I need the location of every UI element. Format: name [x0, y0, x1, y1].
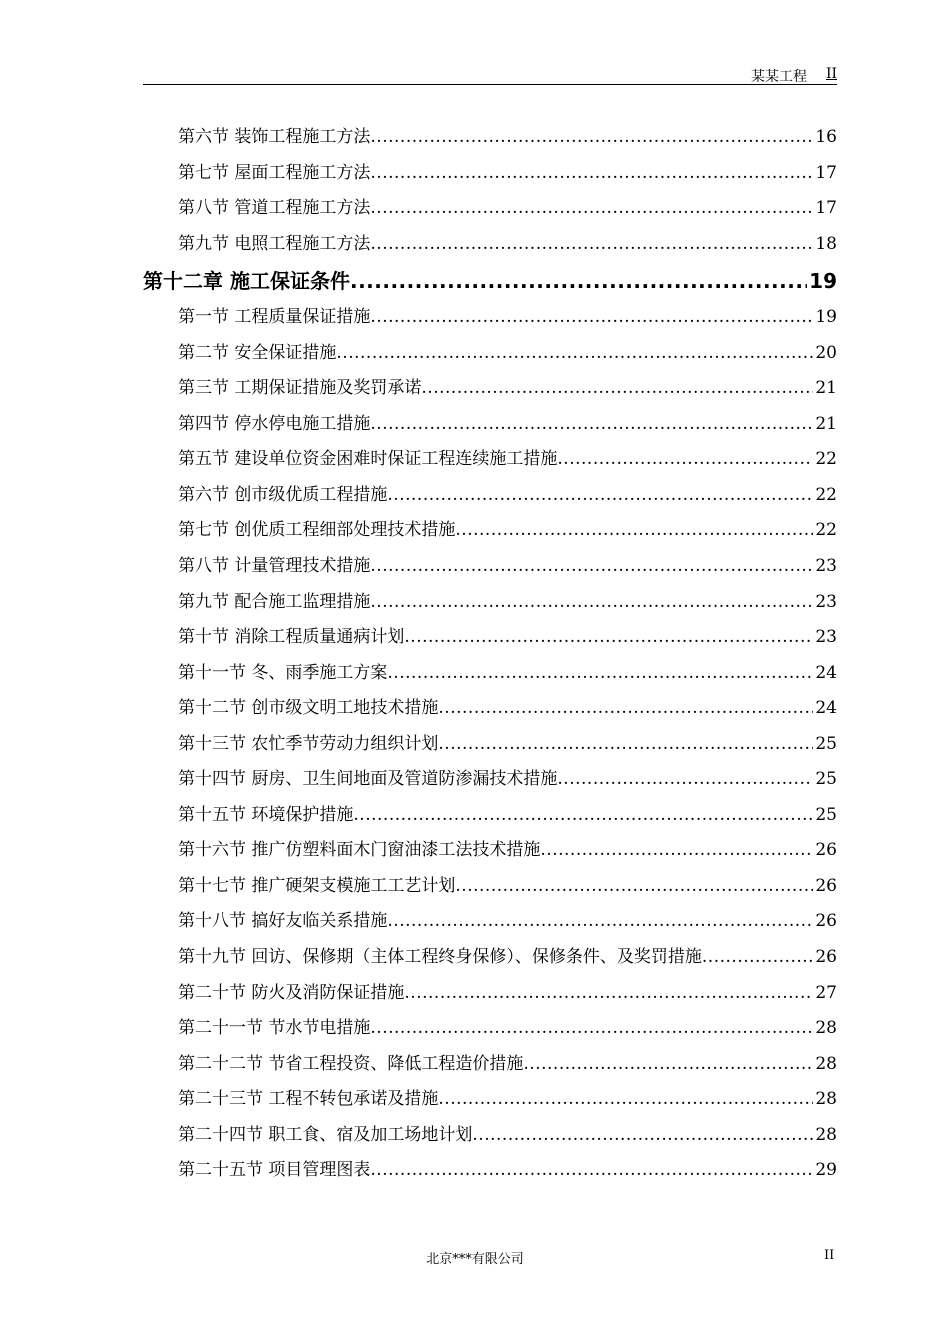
toc-entry-page: 17: [815, 198, 837, 219]
toc-entry-page: 25: [815, 769, 837, 790]
toc-section-entry[interactable]: [143, 1118, 837, 1154]
toc-section-entry[interactable]: [143, 869, 837, 905]
toc-chapter-entry[interactable]: [143, 262, 837, 300]
toc-entry-page: 21: [815, 413, 837, 434]
toc-dot-leader: [540, 833, 813, 869]
toc-entry-page: 23: [815, 627, 837, 648]
toc-section-entry[interactable]: [143, 904, 837, 940]
toc-dot-leader: [387, 656, 813, 692]
toc-entry-label: 第二十三节 工程不转包承诺及措施: [178, 1089, 439, 1110]
toc-section-entry[interactable]: [143, 120, 837, 156]
toc-dot-leader: [370, 227, 813, 263]
toc-entry-page: 25: [815, 804, 837, 825]
toc-dot-leader: [523, 1047, 813, 1083]
toc-dot-leader: [438, 691, 813, 727]
toc-entry-page: 28: [815, 1018, 837, 1039]
toc-entry-label: 第二十一节 节水节电措施: [178, 1018, 371, 1039]
toc-dot-leader: [438, 727, 813, 763]
toc-entry-label: 第四节 停水停电施工措施: [178, 413, 371, 434]
toc-entry-page: 20: [815, 342, 837, 363]
toc-entry-page: 24: [815, 698, 837, 719]
toc-entry-page: 24: [815, 662, 837, 683]
toc-entry-label: 第七节 创优质工程细部处理技术措施: [178, 520, 456, 541]
toc-dot-leader: [350, 262, 807, 300]
toc-dot-leader: [557, 762, 813, 798]
toc-dot-leader: [370, 1153, 813, 1189]
toc-entry-label: 第十三节 农忙季节劳动力组织计划: [178, 733, 439, 754]
toc-section-entry[interactable]: [143, 300, 837, 336]
toc-entry-label: 第十一节 冬、雨季施工方案: [178, 662, 388, 683]
footer-page-number: II: [824, 1248, 835, 1263]
toc-entry-label: 第七节 屋面工程施工方法: [178, 162, 371, 183]
toc-entry-page: 23: [815, 556, 837, 577]
toc-section-entry[interactable]: [143, 442, 837, 478]
toc-entry-page: 26: [815, 911, 837, 932]
toc-section-entry[interactable]: [143, 336, 837, 372]
toc-section-entry[interactable]: [143, 656, 837, 692]
toc-entry-page: 19: [809, 269, 837, 294]
toc-section-entry[interactable]: [143, 227, 837, 263]
toc-section-entry[interactable]: [143, 1011, 837, 1047]
toc-dot-leader: [702, 940, 813, 976]
toc-entry-label: 第十二章 施工保证条件: [143, 269, 350, 294]
toc-section-entry[interactable]: [143, 798, 837, 834]
toc-section-entry[interactable]: [143, 940, 837, 976]
toc-section-entry[interactable]: [143, 156, 837, 192]
toc-dot-leader: [557, 442, 813, 478]
toc-entry-label: 第十七节 推广硬架支模施工工艺计划: [178, 875, 456, 896]
toc-entry-page: 17: [815, 162, 837, 183]
header-title: 某某工程: [751, 69, 807, 85]
toc-dot-leader: [370, 191, 813, 227]
toc-entry-page: 29: [815, 1160, 837, 1181]
toc-dot-leader: [387, 904, 813, 940]
toc-entry-label: 第八节 计量管理技术措施: [178, 556, 371, 577]
toc-entry-page: 22: [815, 520, 837, 541]
toc-section-entry[interactable]: [143, 976, 837, 1012]
toc-entry-page: 22: [815, 449, 837, 470]
toc-dot-leader: [353, 798, 813, 834]
toc-entry-page: 23: [815, 591, 837, 612]
toc-entry-label: 第二十五节 项目管理图表: [178, 1160, 371, 1181]
toc-entry-label: 第十九节 回访、保修期（主体工程终身保修）、保修条件、及奖罚措施: [178, 947, 702, 968]
toc-section-entry[interactable]: [143, 833, 837, 869]
toc-entry-label: 第二十四节 职工食、宿及加工场地计划: [178, 1124, 473, 1145]
toc-entry-page: 19: [815, 307, 837, 328]
toc-dot-leader: [370, 407, 813, 443]
toc-dot-leader: [370, 120, 813, 156]
toc-dot-leader: [404, 976, 813, 1012]
toc-entry-label: 第五节 建设单位资金困难时保证工程连续施工措施: [178, 449, 558, 470]
toc-entry-page: 26: [815, 840, 837, 861]
toc-section-entry[interactable]: [143, 691, 837, 727]
toc-entry-page: 18: [815, 233, 837, 254]
toc-entry-label: 第六节 创市级优质工程措施: [178, 484, 388, 505]
toc-entry-page: 26: [815, 875, 837, 896]
toc-entry-label: 第六节 装饰工程施工方法: [178, 127, 371, 147]
toc-entry-page: 21: [815, 378, 837, 399]
table-of-contents: [143, 120, 837, 1189]
toc-section-entry[interactable]: [143, 191, 837, 227]
toc-entry-label: 第十八节 搞好友临关系措施: [178, 911, 388, 932]
toc-dot-leader: [370, 585, 813, 621]
toc-entry-page: 28: [815, 1124, 837, 1145]
toc-entry-page: 16: [815, 127, 837, 147]
toc-section-entry[interactable]: [143, 549, 837, 585]
toc-entry-label: 第十五节 环境保护措施: [178, 804, 354, 825]
toc-section-entry[interactable]: [143, 585, 837, 621]
toc-entry-page: 28: [815, 1089, 837, 1110]
toc-dot-leader: [387, 478, 813, 514]
toc-section-entry[interactable]: [143, 1153, 837, 1189]
toc-section-entry[interactable]: [143, 513, 837, 549]
toc-section-entry[interactable]: [143, 478, 837, 514]
toc-section-entry[interactable]: [143, 727, 837, 763]
toc-entry-label: 第三节 工期保证措施及奖罚承诺: [178, 378, 422, 399]
toc-dot-leader: [404, 620, 813, 656]
toc-section-entry[interactable]: [143, 620, 837, 656]
header-page-number: II: [825, 66, 837, 82]
toc-section-entry[interactable]: [143, 1047, 837, 1083]
toc-entry-page: 22: [815, 484, 837, 505]
toc-dot-leader: [370, 1011, 813, 1047]
toc-entry-label: 第二节 安全保证措施: [178, 342, 337, 363]
toc-dot-leader: [370, 549, 813, 585]
toc-entry-label: 第二十二节 节省工程投资、降低工程造价措施: [178, 1053, 524, 1074]
toc-section-entry[interactable]: [143, 1082, 837, 1118]
toc-dot-leader: [472, 1118, 813, 1154]
toc-entry-page: 27: [815, 982, 837, 1003]
toc-entry-label: 第十节 消除工程质量通病计划: [178, 627, 405, 648]
toc-dot-leader: [336, 336, 813, 372]
toc-entry-label: 第八节 管道工程施工方法: [178, 198, 371, 219]
toc-entry-label: 第二十节 防火及消防保证措施: [178, 982, 405, 1003]
toc-entry-page: 25: [815, 733, 837, 754]
footer-company: 北京***有限公司: [426, 1252, 524, 1267]
toc-entry-label: 第十六节 推广仿塑料面木门窗油漆工法技术措施: [178, 840, 541, 861]
toc-dot-leader: [438, 1082, 813, 1118]
toc-entry-label: 第一节 工程质量保证措施: [178, 307, 371, 328]
toc-entry-label: 第十四节 厨房、卫生间地面及管道防渗漏技术措施: [178, 769, 558, 790]
toc-section-entry[interactable]: [143, 762, 837, 798]
toc-entry-label: 第九节 电照工程施工方法: [178, 233, 371, 254]
toc-dot-leader: [421, 371, 813, 407]
toc-section-entry[interactable]: [143, 407, 837, 443]
toc-entry-page: 28: [815, 1053, 837, 1074]
toc-section-entry[interactable]: [143, 371, 837, 407]
page-header: [143, 64, 837, 85]
toc-dot-leader: [370, 300, 813, 336]
toc-entry-page: 26: [815, 947, 837, 968]
toc-dot-leader: [455, 869, 813, 905]
toc-entry-label: 第十二节 创市级文明工地技术措施: [178, 698, 439, 719]
toc-dot-leader: [455, 513, 813, 549]
toc-dot-leader: [370, 156, 813, 192]
toc-entry-label: 第九节 配合施工监理措施: [178, 591, 371, 612]
